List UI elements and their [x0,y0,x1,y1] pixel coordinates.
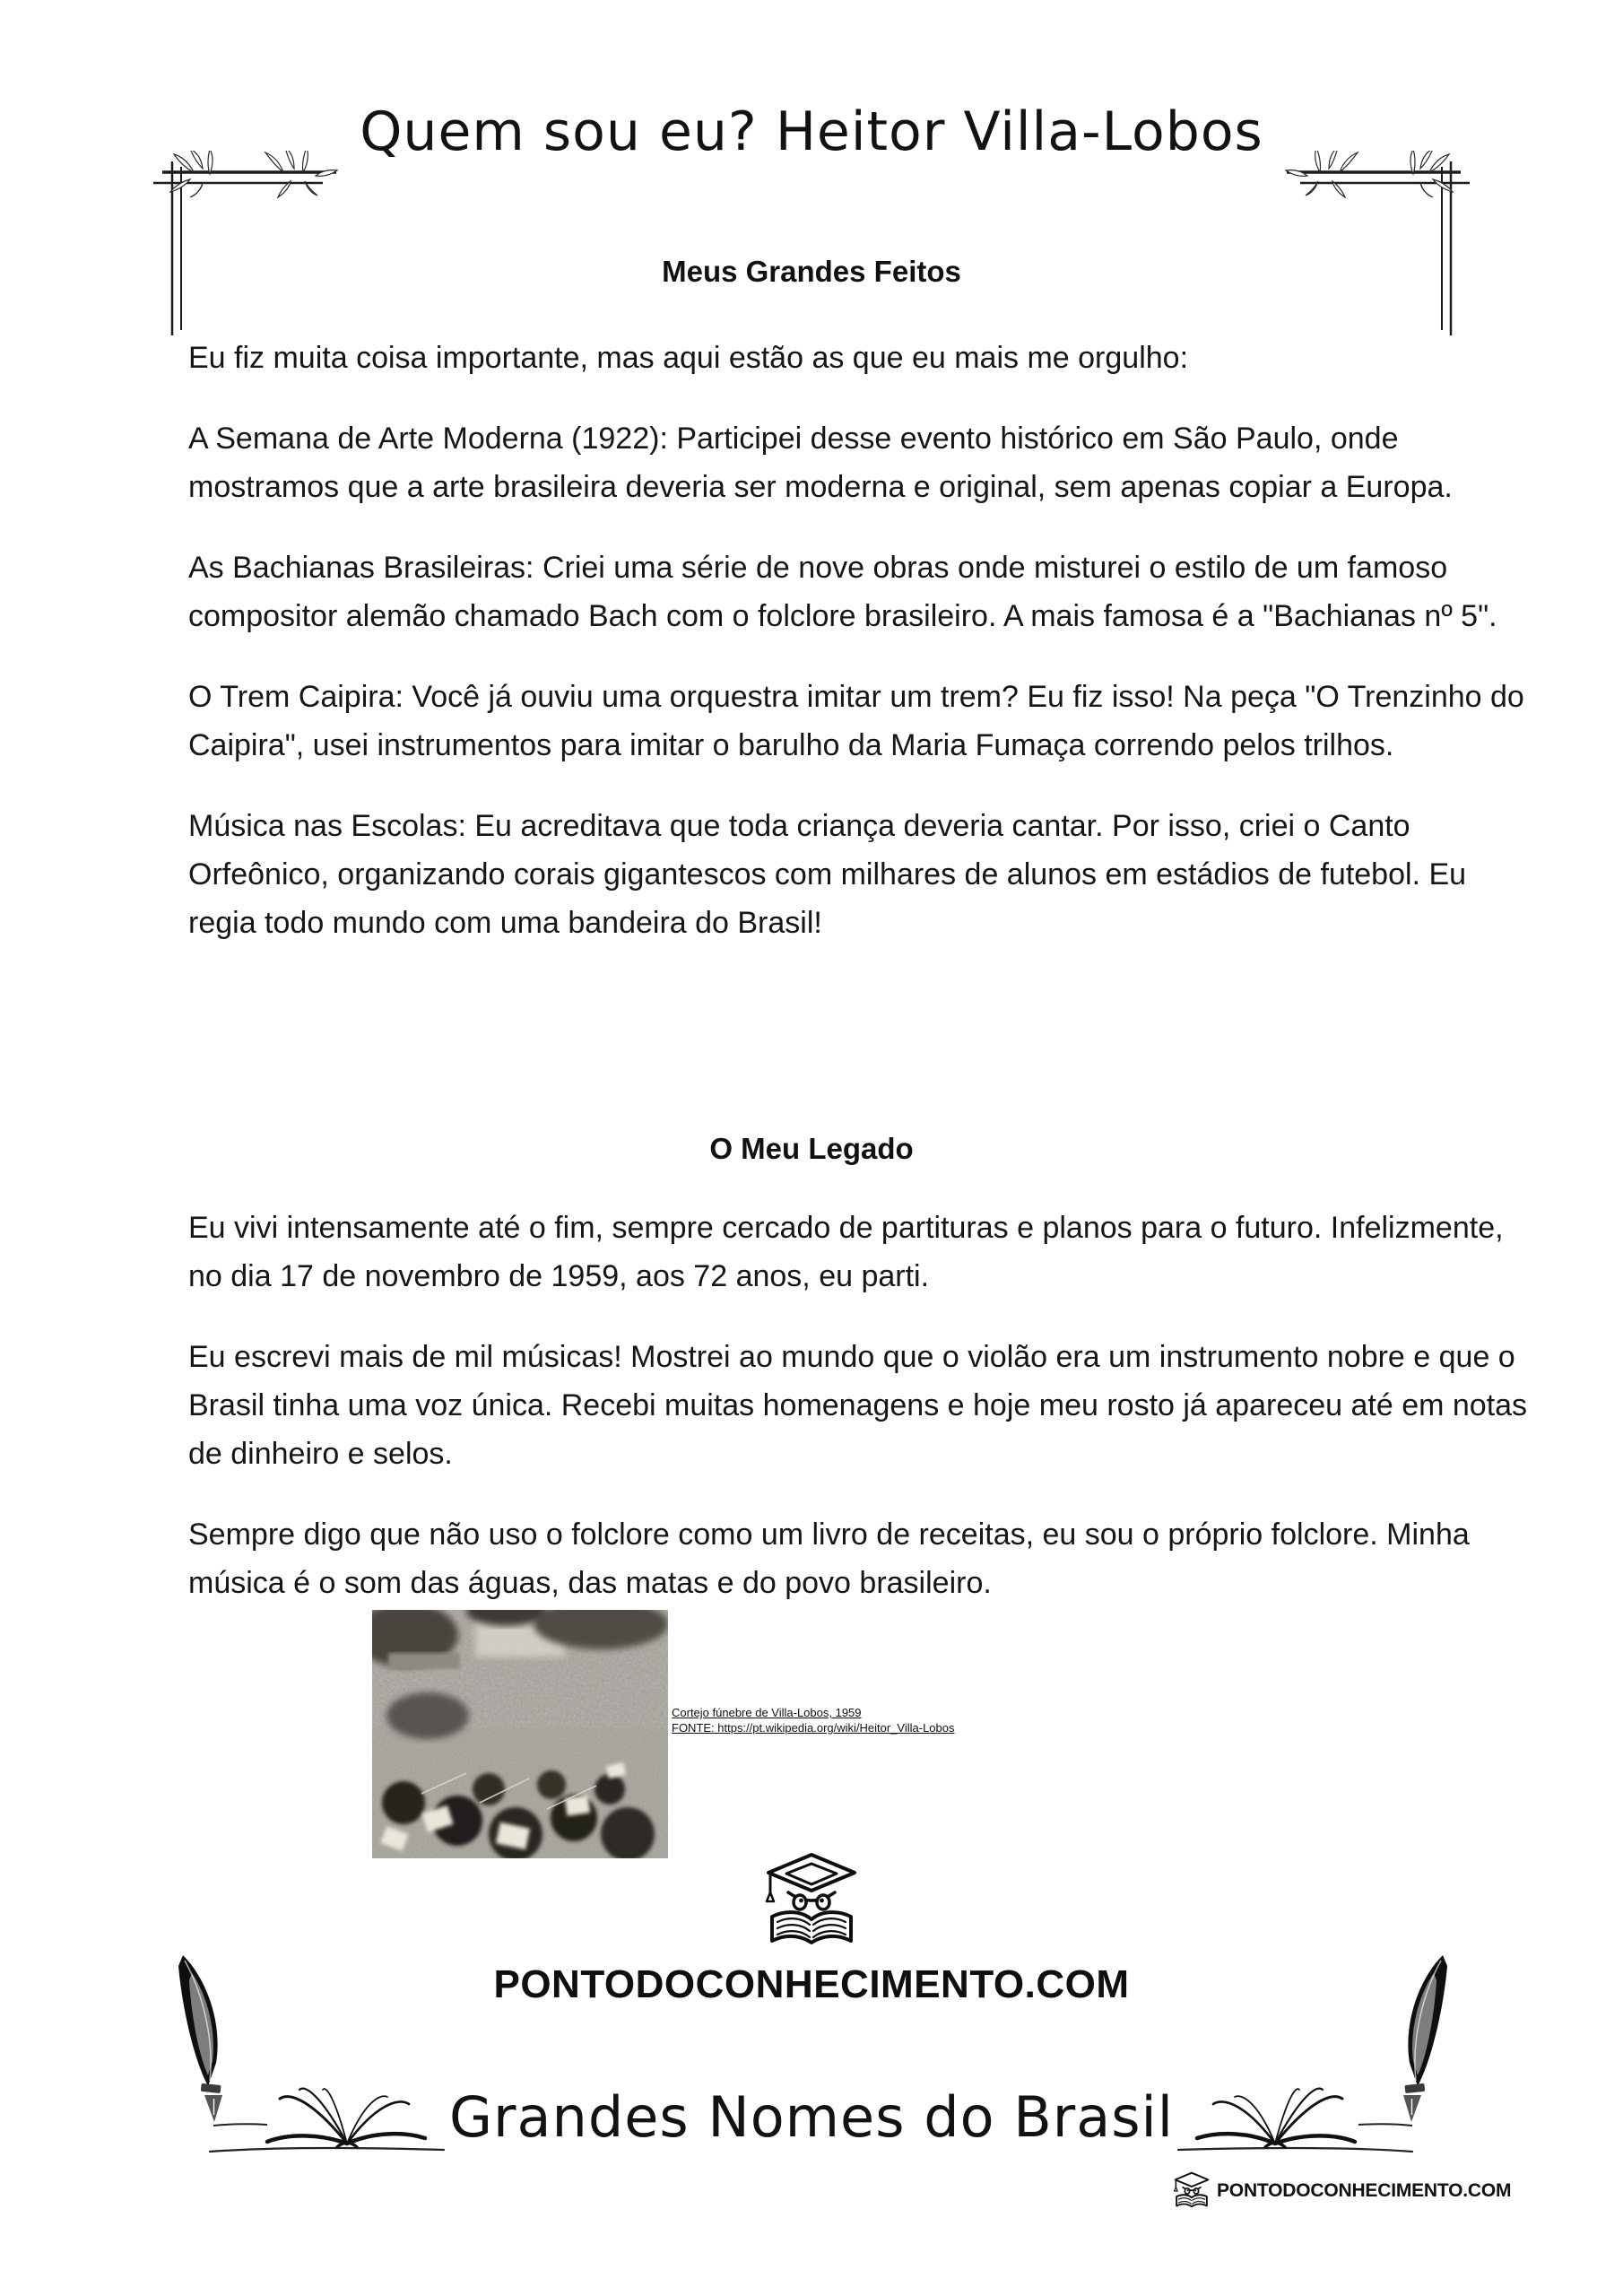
graduate-scholar-book-icon-small [1171,2170,1212,2212]
footer-credit [1171,2170,1511,2212]
laurel-corner-ornament-right [1275,151,1499,344]
photo-source-link[interactable]: FONTE: https://pt.wikipedia.org/wiki/Heitor_Villa-Lobos [672,1721,955,1735]
paragraph: As Bachianas Brasileiras: Criei uma série de nove obras onde misturei o estilo de um famoso compositor alemão chamado Bach com o folclore brasileiro. A mais famosa é a "Bachianas nº 5". [188,551,1497,633]
funeral-crowd-photo [372,1610,668,1858]
site-brand-title: PONTODOCONHECIMENTO.COM [493,1962,1130,2006]
feitos-paragraphs [188,334,1542,979]
legado-paragraphs [188,1204,1542,1639]
section-heading-legado: O Meu Legado [709,1132,914,1165]
paragraph: Música nas Escolas: Eu acreditava que toda criança deveria cantar. Por isso, criei o Canto Orfeônico, organizando corais gigantescos com milhares de alunos em estádios de futebol. Eu regia todo mundo com uma bandeira do Brasil! [188,809,1467,940]
open-book-icon-left [208,2068,446,2158]
quill-pen-icon-right [1358,1953,1475,2133]
photo-caption-link[interactable]: Cortejo fúnebre de Villa-Lobos, 1959 [672,1706,862,1719]
paragraph: Eu vivi intensamente até o fim, sempre cercado de partituras e planos para o futuro. Infelizmente, no dia 17 de novembro de 1959, aos 72 anos, eu parti. [188,1211,1504,1293]
paragraph: Eu escrevi mais de mil músicas! Mostrei ao mundo que o violão era um instrumento nobre e que o Brasil tinha uma voz única. Recebi muitas homenagens e hoje meu rosto já apareceu até em notas de dinheiro e selos. [188,1340,1528,1471]
paragraph: O Trem Caipira: Você já ouviu uma orquestra imitar um trem? Eu fiz isso! Na peça "O Trenzinho do Caipira", usei instrumentos para imitar o barulho da Maria Fumaça correndo pelos trilhos. [188,680,1524,762]
paragraph: Sempre digo que não uso o folclore como um livro de receitas, eu sou o próprio folclore. Minha música é o som das águas, das matas e do povo brasileiro. [188,1518,1470,1600]
paragraph: A Semana de Arte Moderna (1922): Participei desse evento histórico em São Paulo, onde mostramos que a arte brasileira deveria ser moderna e original, sem apenas copiar a Europa. [188,422,1453,504]
graduate-scholar-book-icon [758,1851,865,1953]
footer-site-label: PONTODOCONHECIMENTO.COM [1217,2180,1512,2201]
series-title: Grandes Nomes do Brasil [449,2084,1174,2150]
paragraph: Eu fiz muita coisa importante, mas aqui estão as que eu mais me orgulho: [188,341,1189,375]
section-heading-feitos: Meus Grandes Feitos [662,255,961,288]
photo-caption [672,1705,955,1735]
page-title: Quem sou eu? Heitor Villa-Lobos [360,100,1263,163]
crowd-photo-illustration [372,1610,668,1858]
laurel-corner-ornament-left [124,151,348,344]
